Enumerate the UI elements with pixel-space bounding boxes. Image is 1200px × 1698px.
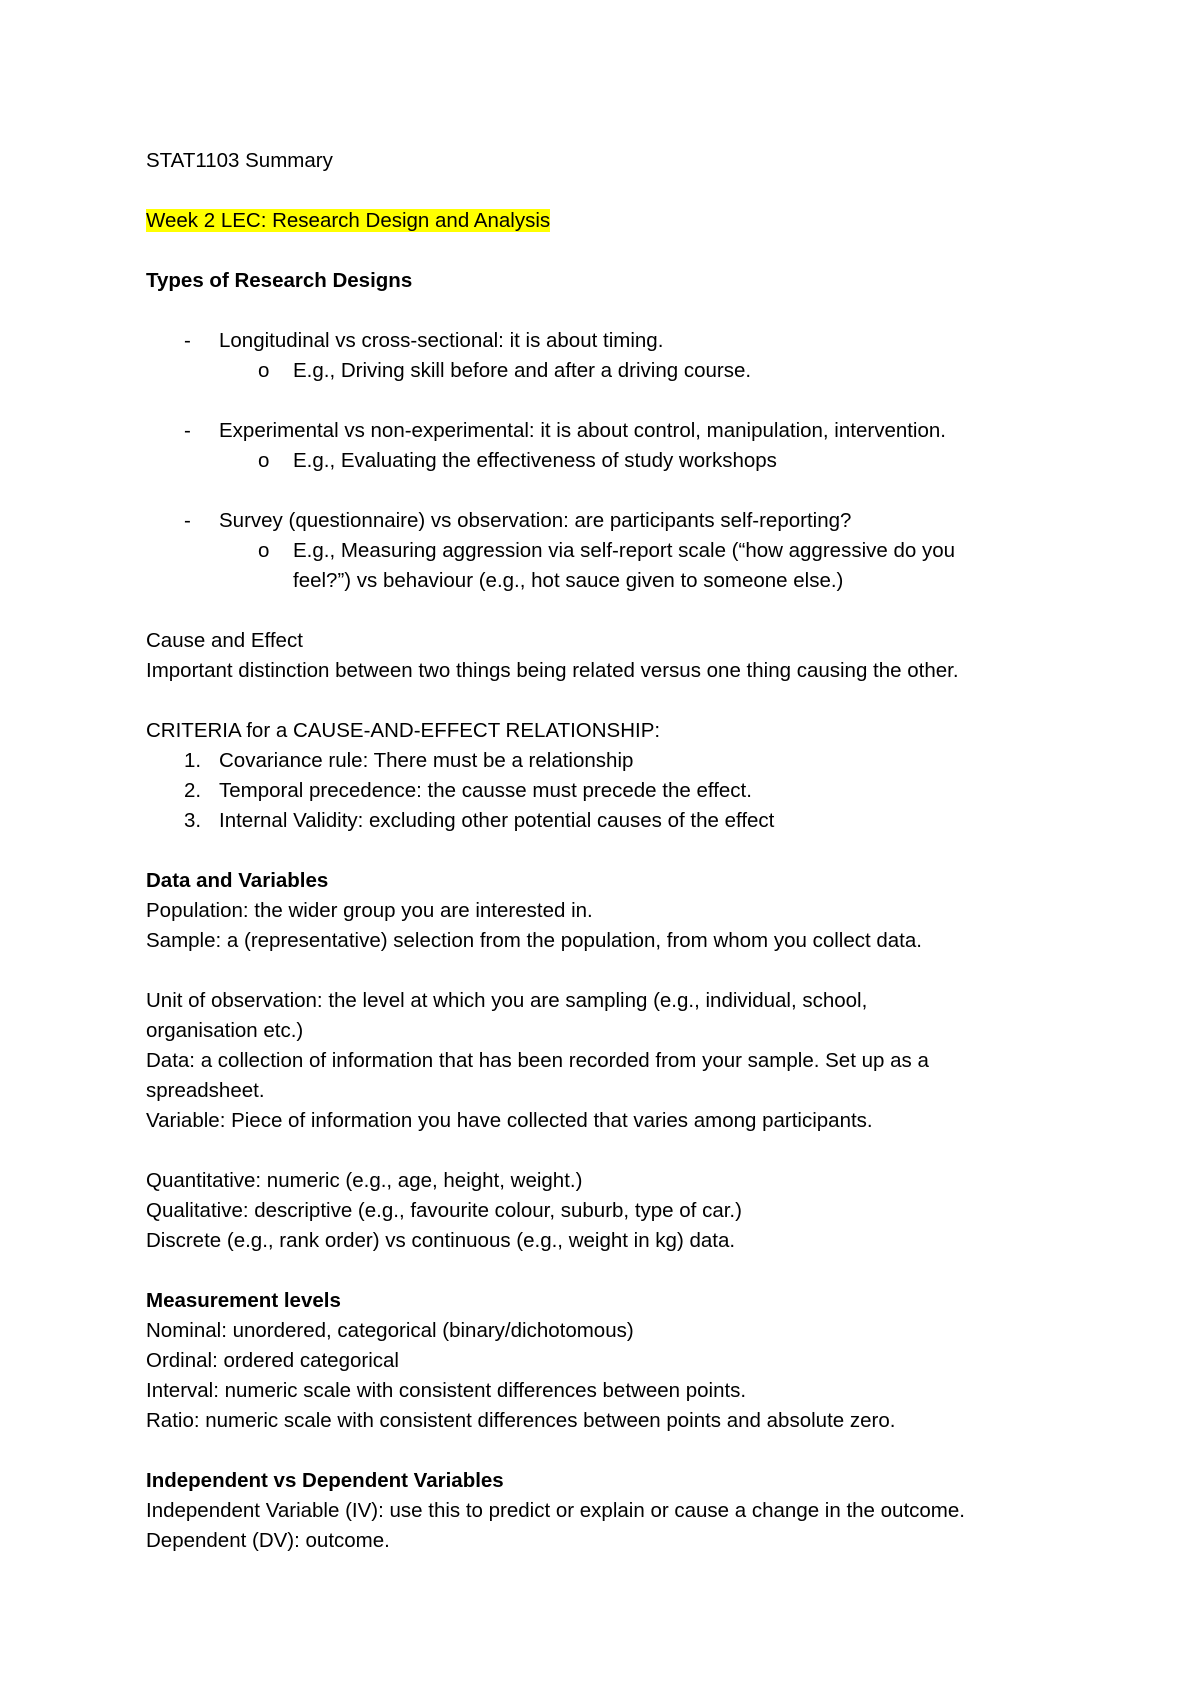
data-definition: Data: a collection of information that has been recorded from your sample. Set up as a spreadsheet. — [146, 1049, 929, 1102]
data-heading: Data and Variables — [146, 869, 329, 892]
criteria-item — [146, 776, 1066, 806]
document-page — [146, 146, 1066, 1556]
design-item — [146, 506, 1066, 536]
criteria-text: Internal Validity: excluding other potential causes of the effect — [219, 809, 775, 832]
document-title: STAT1103 Summary — [146, 149, 333, 172]
criteria-text: Temporal precedence: the causse must precede the effect. — [219, 779, 752, 802]
criteria-number: 2. — [184, 779, 202, 802]
dash-marker: - — [184, 329, 191, 352]
iv-definition: Independent Variable (IV): use this to predict or explain or cause a change in the outcome. — [146, 1499, 965, 1522]
criteria-item — [146, 746, 1066, 776]
dash-marker: - — [184, 509, 191, 532]
dv-definition: Dependent (DV): outcome. — [146, 1529, 390, 1552]
sample-definition: Sample: a (representative) selection from the population, from whom you collect data. — [146, 929, 922, 952]
design-label: Longitudinal vs cross-sectional: it is about timing. — [219, 329, 664, 352]
design-label: Experimental vs non-experimental: it is about control, manipulation, intervention. — [219, 419, 946, 442]
example-text: E.g., Measuring aggression via self-report scale (“how aggressive do you feel?”) vs behaviour (e.g., hot sauce given to someone else.) — [293, 539, 956, 592]
population-definition: Population: the wider group you are interested in. — [146, 899, 593, 922]
ratio-definition: Ratio: numeric scale with consistent differences between points and absolute zero. — [146, 1409, 896, 1432]
design-item — [146, 416, 1066, 446]
bullet-marker: o — [258, 539, 270, 562]
quantitative-definition: Quantitative: numeric (e.g., age, height, weight.) — [146, 1169, 583, 1192]
discrete-definition: Discrete (e.g., rank order) vs continuous (e.g., weight in kg) data. — [146, 1229, 736, 1252]
design-item — [146, 326, 1066, 356]
bullet-marker: o — [258, 449, 270, 472]
ordinal-definition: Ordinal: ordered categorical — [146, 1349, 399, 1372]
criteria-text: Covariance rule: There must be a relationship — [219, 749, 634, 772]
criteria-number: 1. — [184, 749, 202, 772]
types-heading: Types of Research Designs — [146, 269, 413, 292]
criteria-number: 3. — [184, 809, 202, 832]
dash-marker: - — [184, 419, 191, 442]
criteria-item — [146, 806, 1066, 836]
cause-text: Important distinction between two things being related versus one thing causing the other. — [146, 659, 959, 682]
measurement-heading: Measurement levels — [146, 1289, 341, 1312]
unit-definition: Unit of observation: the level at which you are sampling (e.g., individual, school, organisation etc.) — [146, 989, 868, 1042]
week-heading-text: Week 2 LEC: Research Design and Analysis — [146, 209, 551, 232]
design-example — [146, 356, 1066, 386]
qualitative-definition: Qualitative: descriptive (e.g., favourite colour, suburb, type of car.) — [146, 1199, 742, 1222]
design-label: Survey (questionnaire) vs observation: are participants self-reporting? — [219, 509, 852, 532]
week-heading — [146, 206, 1066, 236]
interval-definition: Interval: numeric scale with consistent differences between points. — [146, 1379, 747, 1402]
ivdv-heading: Independent vs Dependent Variables — [146, 1469, 504, 1492]
cause-heading: Cause and Effect — [146, 629, 303, 652]
design-example — [146, 536, 1013, 596]
bullet-marker: o — [258, 359, 270, 382]
criteria-heading: CRITERIA for a CAUSE-AND-EFFECT RELATIONSHIP: — [146, 719, 661, 742]
example-text: E.g., Evaluating the effectiveness of study workshops — [293, 449, 777, 472]
nominal-definition: Nominal: unordered, categorical (binary/dichotomous) — [146, 1319, 634, 1342]
design-example — [146, 446, 1066, 476]
example-text: E.g., Driving skill before and after a driving course. — [293, 359, 752, 382]
variable-definition: Variable: Piece of information you have collected that varies among participants. — [146, 1109, 873, 1132]
